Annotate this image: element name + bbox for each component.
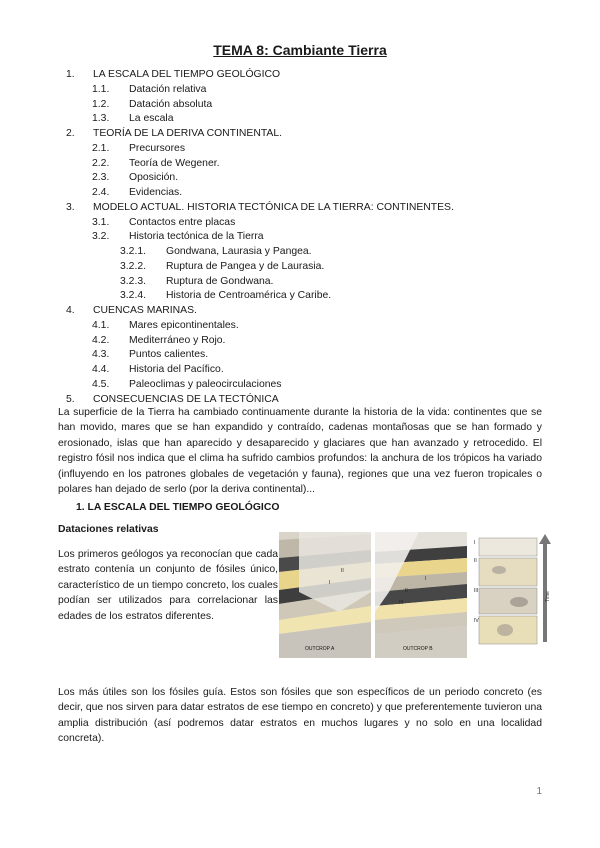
toc-item-text: Datación absoluta — [129, 98, 213, 110]
toc-item — [0, 230, 600, 244]
toc-item-text: MODELO ACTUAL. HISTORIA TECTÓNICA DE LA TIERRA: CONTINENTES. — [93, 201, 454, 213]
toc-item — [0, 127, 600, 141]
toc-item-number: 4.4. — [92, 364, 110, 375]
roman-b-2: II — [405, 588, 408, 594]
section-heading: 1. LA ESCALA DEL TIEMPO GEOLÓGICO — [76, 502, 280, 513]
toc-item — [0, 171, 600, 185]
toc-item-text: Evidencias. — [129, 187, 183, 198]
roman-col-3: III — [474, 588, 479, 594]
intro-paragraph: La superficie de la Tierra ha cambiado continuamente durante la historia de la vida: continentes que se han movido, mares que se han expandido y contraído, cadenas montañosas que se han formado y erosionado, islas que han aparecido y desaparecido y glaciares que han avanzado y retrocedido. El registro fósil nos indica que el clima ha sufrido cambios profundos: la anchura de los trópicos ha variado (influyendo en los patrones globales de vegetación y fauna), regiones que una vez fueron tropicales o polares han dejado de serlo (por la deriva continental)... — [58, 407, 542, 496]
toc-item-number: 1.2. — [92, 98, 110, 110]
roman-a-2: II — [341, 568, 344, 574]
toc-item-number: 2. — [66, 128, 75, 139]
roman-b-1: I — [425, 576, 427, 582]
roman-col-4: IV — [474, 618, 479, 624]
toc-item — [0, 304, 600, 318]
outcrop-a-label: OUTCROP A — [305, 646, 335, 652]
toc-item-number: 3.2. — [92, 231, 110, 243]
toc-item-number: 2.1. — [92, 142, 110, 154]
toc-item-number: 2.4. — [92, 187, 110, 198]
dating-paragraph: Los primeros geólogos ya reconocían que cada estrato contenía un conjunto de fósiles único, característico de un tiempo concreto, los cuales podían ser utilizados para correlacionar las edades de los estratos diferentes. — [58, 549, 278, 622]
outcrop-a-diagram — [279, 532, 371, 658]
time-label: Time — [545, 591, 551, 602]
toc-item-number: 1. — [66, 69, 75, 80]
outcrop-b-label: OUTCROP B — [403, 646, 433, 652]
toc-item — [0, 334, 600, 348]
roman-b-3: III — [399, 600, 404, 606]
toc-item — [0, 157, 600, 171]
toc-item — [0, 201, 600, 215]
toc-item-text: Gondwana, Laurasia y Pangea. — [166, 246, 312, 257]
toc-item — [0, 186, 600, 200]
toc-item — [0, 378, 600, 392]
toc-item-number: 3.1. — [92, 216, 110, 228]
toc-item-number: 4.5. — [92, 378, 110, 390]
toc-item — [0, 142, 600, 156]
toc-item-text: TEORÍA DE LA DERIVA CONTINENTAL. — [93, 128, 282, 139]
toc-item — [0, 289, 600, 303]
toc-item — [0, 98, 600, 112]
toc-item-text: Puntos calientes. — [129, 349, 209, 361]
toc-item — [0, 216, 600, 230]
toc-item-number: 4.2. — [92, 334, 110, 346]
toc-item-text: Contactos entre placas — [129, 216, 236, 228]
toc-item — [0, 319, 600, 333]
toc-item-number: 3. — [66, 201, 75, 213]
toc-item-text: Datación relativa — [129, 83, 207, 95]
stratigraphic-column — [473, 532, 553, 658]
toc-item-number: 3.2.4. — [120, 290, 146, 302]
toc-item-text: CONSECUENCIAS DE LA TECTÓNICA — [93, 393, 279, 405]
toc-item — [0, 68, 600, 82]
toc-item-text: Oposición. — [129, 172, 179, 184]
toc-item-number: 3.2.2. — [120, 260, 146, 272]
subheading: Dataciones relativas — [58, 524, 159, 535]
toc-item-number: 3.2.3. — [120, 275, 146, 287]
toc-item-text: CUENCAS MARINAS. — [93, 305, 197, 316]
roman-col-2: II — [474, 558, 477, 564]
outcrop-b-diagram — [375, 532, 467, 658]
toc-item-text: Ruptura de Pangea y de Laurasia. — [166, 260, 325, 272]
toc-item — [0, 275, 600, 289]
toc-item — [0, 245, 600, 259]
page-number: 1 — [536, 786, 542, 797]
toc-item-text: Teoría de Wegener. — [129, 157, 220, 169]
toc-item — [0, 363, 600, 377]
toc-item-number: 2.2. — [92, 157, 110, 169]
toc-item-text: La escala — [129, 113, 174, 125]
toc-item-text: Mediterráneo y Rojo. — [129, 334, 226, 346]
toc-item-text: Historia de Centroamérica y Caribe. — [166, 290, 332, 302]
toc-item-number: 2.3. — [92, 172, 110, 184]
toc-item-number: 4.1. — [92, 319, 110, 331]
toc-item — [0, 83, 600, 97]
guide-fossils-paragraph: Los más útiles son los fósiles guía. Estos son fósiles que son específicos de un periodo concreto (es decir, que nos sirven para datar estratos de ese tiempo en concreto) y que preferentemente tuvieron una amplia distribución (así podremos datar estratos en muchos lugares y no solo en una localidad concreta). — [58, 687, 542, 745]
toc-item-number: 1.1. — [92, 83, 110, 95]
roman-col-1: I — [474, 540, 476, 546]
toc-item — [0, 112, 600, 126]
toc-item-text: Ruptura de Gondwana. — [166, 275, 274, 287]
toc-item-text: Paleoclimas y paleocirculaciones — [129, 378, 282, 390]
toc-item-number: 4.3. — [92, 349, 110, 361]
toc-item-text: Historia tectónica de la Tierra — [129, 231, 264, 243]
toc-item-text: Historia del Pacífico. — [129, 364, 224, 375]
toc-item-number: 1.3. — [92, 113, 110, 125]
toc-item — [0, 348, 600, 362]
roman-a-1: I — [329, 580, 331, 586]
toc-item-text: LA ESCALA DEL TIEMPO GEOLÓGICO — [93, 69, 281, 80]
toc-item-text: Precursores — [129, 142, 186, 154]
strata-correlation-figure — [279, 532, 553, 658]
toc-item-number: 5. — [66, 393, 75, 405]
toc-item-text: Mares epicontinentales. — [129, 319, 239, 331]
toc-item — [0, 260, 600, 274]
document-title: TEMA 8: Cambiante Tierra — [213, 42, 387, 58]
toc-item-number: 4. — [66, 305, 75, 316]
toc-item-number: 3.2.1. — [120, 246, 146, 257]
